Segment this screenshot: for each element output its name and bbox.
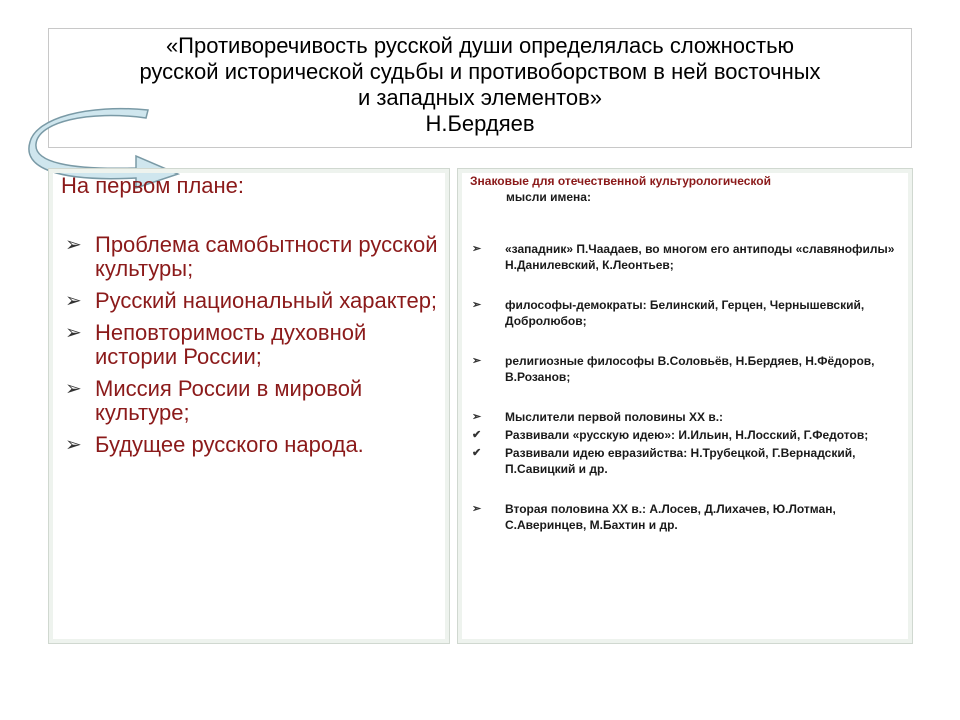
list-item-text: Проблема самобытности русской культуры; — [95, 232, 438, 281]
arrow-bullet-icon: ➢ — [472, 243, 482, 255]
arrow-bullet-icon: ➢ — [65, 234, 82, 256]
left-panel-heading: На первом плане: — [61, 173, 245, 198]
list-item-text: религиозные философы В.Соловьёв, Н.Бердяев, Н.Фёдоров, В.Розанов; — [505, 354, 875, 384]
list-item — [470, 241, 900, 273]
list-item — [470, 409, 900, 425]
list-item — [470, 445, 900, 477]
list-item — [470, 297, 900, 329]
list-item-text: философы-демократы: Белинский, Герцен, Чернышевский, Добролюбов; — [505, 298, 865, 328]
list-item — [470, 427, 900, 443]
right-panel-list — [470, 241, 900, 533]
list-item — [470, 353, 900, 385]
arrow-bullet-icon: ➢ — [472, 355, 482, 367]
arrow-bullet-icon: ➢ — [65, 378, 82, 400]
list-item — [61, 433, 441, 457]
quote-line: и западных элементов» — [357, 85, 603, 110]
arrow-bullet-icon: ➢ — [65, 290, 82, 312]
checkmark-bullet-icon: ✔ — [472, 447, 482, 459]
right-heading-line1: Знаковые для отечественной культурологической — [470, 174, 771, 188]
list-item-text: Русский национальный характер; — [95, 288, 438, 313]
arrow-bullet-icon: ➢ — [472, 299, 482, 311]
quote-author: Н.Бердяев — [425, 111, 535, 136]
list-item-text: Вторая половина XX в.: А.Лосев, Д.Лихачев, Ю.Лотман, С.Аверинцев, М.Бахтин и др. — [505, 502, 836, 532]
arrow-bullet-icon: ➢ — [65, 322, 82, 344]
left-panel — [48, 168, 450, 644]
left-panel-list — [61, 233, 441, 465]
list-item-text: Будущее русского народа. — [95, 432, 364, 457]
right-panel — [457, 168, 913, 644]
quote-line: русской исторической судьбы и противоборством в ней восточных — [139, 59, 821, 84]
checkmark-bullet-icon: ✔ — [472, 429, 482, 441]
list-item-text: Развивали идею евразийства: Н.Трубецкой, Г.Вернадский, П.Савицкий и др. — [505, 446, 856, 476]
list-item — [61, 233, 441, 281]
right-heading-line2: мысли имена: — [506, 190, 591, 204]
arrow-bullet-icon: ➢ — [472, 503, 482, 515]
list-item-text: Мыслители первой половины XX в.: — [505, 410, 724, 424]
list-item — [61, 289, 441, 313]
list-item-text: «западник» П.Чаадаев, во многом его антиподы «славянофилы» Н.Данилевский, К.Леонтьев; — [505, 242, 895, 272]
arrow-bullet-icon: ➢ — [472, 411, 482, 423]
list-item-text: Развивали «русскую идею»: И.Ильин, Н.Лосский, Г.Федотов; — [505, 428, 869, 442]
list-item — [61, 377, 441, 425]
list-item — [470, 501, 900, 533]
right-panel-heading — [470, 173, 890, 205]
quote-line: «Противоречивость русской души определялась сложностью — [165, 33, 795, 58]
list-item-text: Неповторимость духовной истории России; — [95, 320, 367, 369]
list-item — [61, 321, 441, 369]
arrow-bullet-icon: ➢ — [65, 434, 82, 456]
list-item-text: Миссия России в мировой культуре; — [95, 376, 363, 425]
